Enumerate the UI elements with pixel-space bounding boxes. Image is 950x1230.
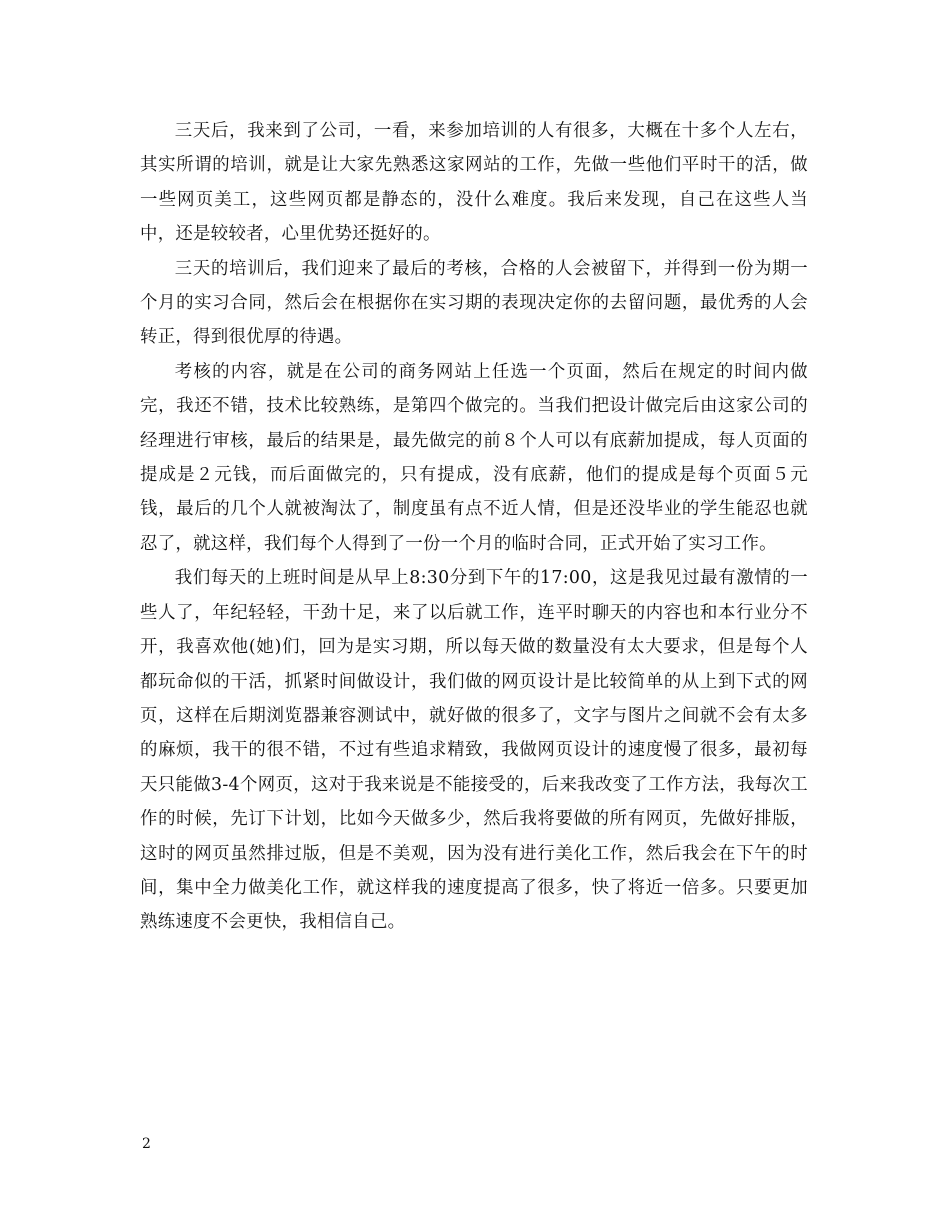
paragraph-4: 我们每天的上班时间是从早上8:30分到下午的17:00，这是我见过最有激情的一些人了，年纪轻轻，干劲十足，来了以后就工作，连平时聊天的内容也和本行业分不开，我喜欢他(她)们，回为是实习期，所以每天做的数量没有太大要求，但是每个人都玩命似的干活，抓紧时间做设计，我们做的网页设计是比较简单的从上到下式的网页，这样在后期浏览器兼容测试中，就好做的很多了，文字与图片之间就不会有太多的麻烦，我干的很不错，不过有些追求精致，我做网页设计的速度慢了很多，最初每天只能做3-4个网页，这对于我来说是不能接受的，后来我改变了工作方法，我每次工作的时候，先订下计划，比如今天做多少，然后我将要做的所有网页，先做好排版，这时的网页虽然排过版，但是不美观，因为没有进行美化工作，然后我会在下午的时间，集中全力做美化工作，就这样我的速度提高了很多，快了将近一倍多。只要更加熟练速度不会更快，我相信自己。 (140, 568, 808, 933)
paragraph-2: 三天的培训后，我们迎来了最后的考核，合格的人会被留下，并得到一份为期一个月的实习合同，然后会在根据你在实习期的表现决定你的去留问题，最优秀的人会转正，得到很优厚的待遇。 (140, 258, 808, 348)
paragraph-3: 考核的内容，就是在公司的商务网站上任选一个页面，然后在规定的时间内做完，我还不错，技术比较熟练，是第四个做完的。当我们把设计做完后由这家公司的经理进行审核，最后的结果是，最先做完的前８个人可以有底薪加提成，每人页面的提成是２元钱，而后面做完的，只有提成，没有底薪，他们的提成是每个页面５元钱，最后的几个人就被淘汰了，制度虽有点不近人情，但是还没毕业的学生能忍也就忍了，就这样，我们每个人得到了一份一个月的临时合同，正式开始了实习工作。 (140, 361, 808, 554)
paragraph-1: 三天后，我来到了公司，一看，来参加培训的人有很多，大概在十多个人左右，其实所谓的培训，就是让大家先熟悉这家网站的工作，先做一些他们平时干的活，做一些网页美工，这些网页都是静态的，没什么难度。我后来发现，自己在这些人当中，还是较较者，心里优势还挺好的。 (140, 121, 808, 245)
page-number: 2 (142, 1136, 151, 1152)
body-text (140, 114, 808, 940)
